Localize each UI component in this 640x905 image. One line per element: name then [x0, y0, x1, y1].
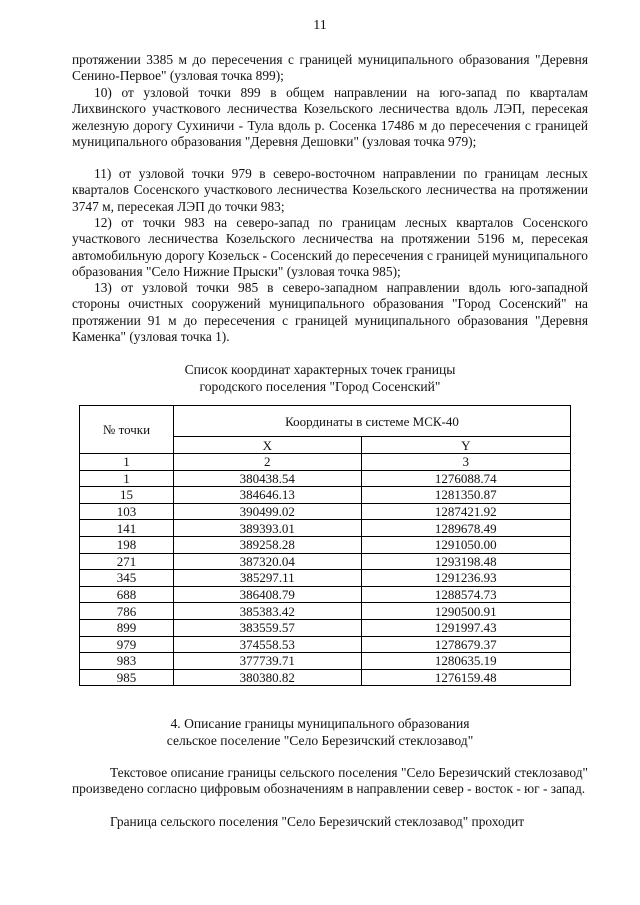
- header-point-number: № точки: [80, 406, 174, 454]
- table-row: [80, 470, 571, 487]
- table-caption-line-2: городского поселения "Город Сосенский": [199, 378, 441, 394]
- table-row: [80, 487, 571, 504]
- table-caption: [0, 362, 640, 395]
- x-cell: 380380.82: [174, 669, 362, 686]
- header-x: X: [174, 437, 362, 454]
- point-cell: 979: [80, 636, 174, 653]
- header-y: Y: [361, 437, 570, 454]
- y-cell: 1281350.87: [361, 487, 570, 504]
- index-cell: 1: [80, 454, 174, 471]
- table-row: [80, 586, 571, 603]
- y-cell: 1276159.48: [361, 669, 570, 686]
- y-cell: 1288574.73: [361, 586, 570, 603]
- point-cell: 103: [80, 503, 174, 520]
- x-cell: 385383.42: [174, 603, 362, 620]
- y-cell: 1291236.93: [361, 570, 570, 587]
- table-row: [80, 520, 571, 537]
- table-row: [80, 669, 571, 686]
- table-row: [80, 603, 571, 620]
- x-cell: 377739.71: [174, 653, 362, 670]
- x-cell: 374558.53: [174, 636, 362, 653]
- table-index-row: [80, 454, 571, 471]
- table-row: [80, 553, 571, 570]
- table-row: [80, 536, 571, 553]
- y-cell: 1278679.37: [361, 636, 570, 653]
- y-cell: 1289678.49: [361, 520, 570, 537]
- point-cell: 345: [80, 570, 174, 587]
- paragraph-continuation: протяжении 3385 м до пересечения с границей муниципального образования "Деревня Сенино-Первое" (узловая точка 899);: [72, 52, 588, 84]
- x-cell: 389393.01: [174, 520, 362, 537]
- section-paragraph-1: Текстовое описание границы сельского поселения "Село Березичский стеклозавод" произведено согласно цифровым обозначениям в направлении север - восток - юг - запад.: [72, 765, 588, 797]
- y-cell: 1276088.74: [361, 470, 570, 487]
- point-cell: 983: [80, 653, 174, 670]
- table-row: [80, 503, 571, 520]
- x-cell: 385297.11: [174, 570, 362, 587]
- table-row: [80, 570, 571, 587]
- y-cell: 1293198.48: [361, 553, 570, 570]
- point-cell: 985: [80, 669, 174, 686]
- section-paragraph-2: Граница сельского поселения "Село Березичский стеклозавод" проходит: [110, 814, 525, 829]
- y-cell: 1291997.43: [361, 619, 570, 636]
- table-row: [80, 636, 571, 653]
- index-cell: 2: [174, 454, 362, 471]
- x-cell: 380438.54: [174, 470, 362, 487]
- point-cell: 688: [80, 586, 174, 603]
- y-cell: 1290500.91: [361, 603, 570, 620]
- point-cell: 198: [80, 536, 174, 553]
- table-row: [80, 653, 571, 670]
- x-cell: 389258.28: [174, 536, 362, 553]
- table-row: [80, 619, 571, 636]
- index-cell: 3: [361, 454, 570, 471]
- point-cell: 1: [80, 470, 174, 487]
- x-cell: 384646.13: [174, 487, 362, 504]
- x-cell: 387320.04: [174, 553, 362, 570]
- coordinates-table: [79, 405, 571, 686]
- header-coordinate-system: Координаты в системе МСК-40: [174, 406, 571, 437]
- section-title: [0, 716, 640, 749]
- paragraph-item-13: 13) от узловой точки 985 в северо-западном направлении вдоль юго-западной стороны очистных сооружений муниципального образования "Город Сосенский" на протяжении 91 м до пересечения с границей муниципального образования "Деревня Каменка" (узловая точка 1).: [72, 280, 588, 344]
- point-cell: 141: [80, 520, 174, 537]
- y-cell: 1291050.00: [361, 536, 570, 553]
- x-cell: 383559.57: [174, 619, 362, 636]
- table-caption-line-1: Список координат характерных точек границы: [184, 362, 456, 377]
- y-cell: 1280635.19: [361, 653, 570, 670]
- page-number: 11: [313, 18, 327, 33]
- section-title-line-2: сельское поселение "Село Березичский стеклозавод": [166, 732, 474, 748]
- section-title-line-1: 4. Описание границы муниципального образования: [170, 716, 470, 731]
- paragraph-item-10: 10) от узловой точки 899 в общем направлении на юго-запад по кварталам Лихвинского участкового лесничества Козельского лесничества вдоль ЛЭП, пересекая железную дорогу Сухиничи - Тула вдоль р. Сосенка 17486 м до пересечения с границей муниципального образования "Деревня Дешовки" (узловая точка 979);: [72, 85, 588, 149]
- x-cell: 390499.02: [174, 503, 362, 520]
- paragraph-item-12: 12) от точки 983 на северо-запад по границам лесных кварталов Сосенского участкового лесничества Козельского лесничества на протяжении 5196 м, пересекая автомобильную дорогу Козельск - Сосенский до пересечения с границей муниципального образования "Село Нижние Прыски" (узловая точка 985);: [72, 215, 588, 279]
- point-cell: 899: [80, 619, 174, 636]
- point-cell: 15: [80, 487, 174, 504]
- y-cell: 1287421.92: [361, 503, 570, 520]
- x-cell: 386408.79: [174, 586, 362, 603]
- paragraph-item-11: 11) от узловой точки 979 в северо-восточном направлении по границам лесных кварталов Сосенского участкового лесничества Козельского лесничества на протяжении 3747 м, пересекая ЛЭП до точки 983;: [72, 166, 588, 214]
- point-cell: 271: [80, 553, 174, 570]
- point-cell: 786: [80, 603, 174, 620]
